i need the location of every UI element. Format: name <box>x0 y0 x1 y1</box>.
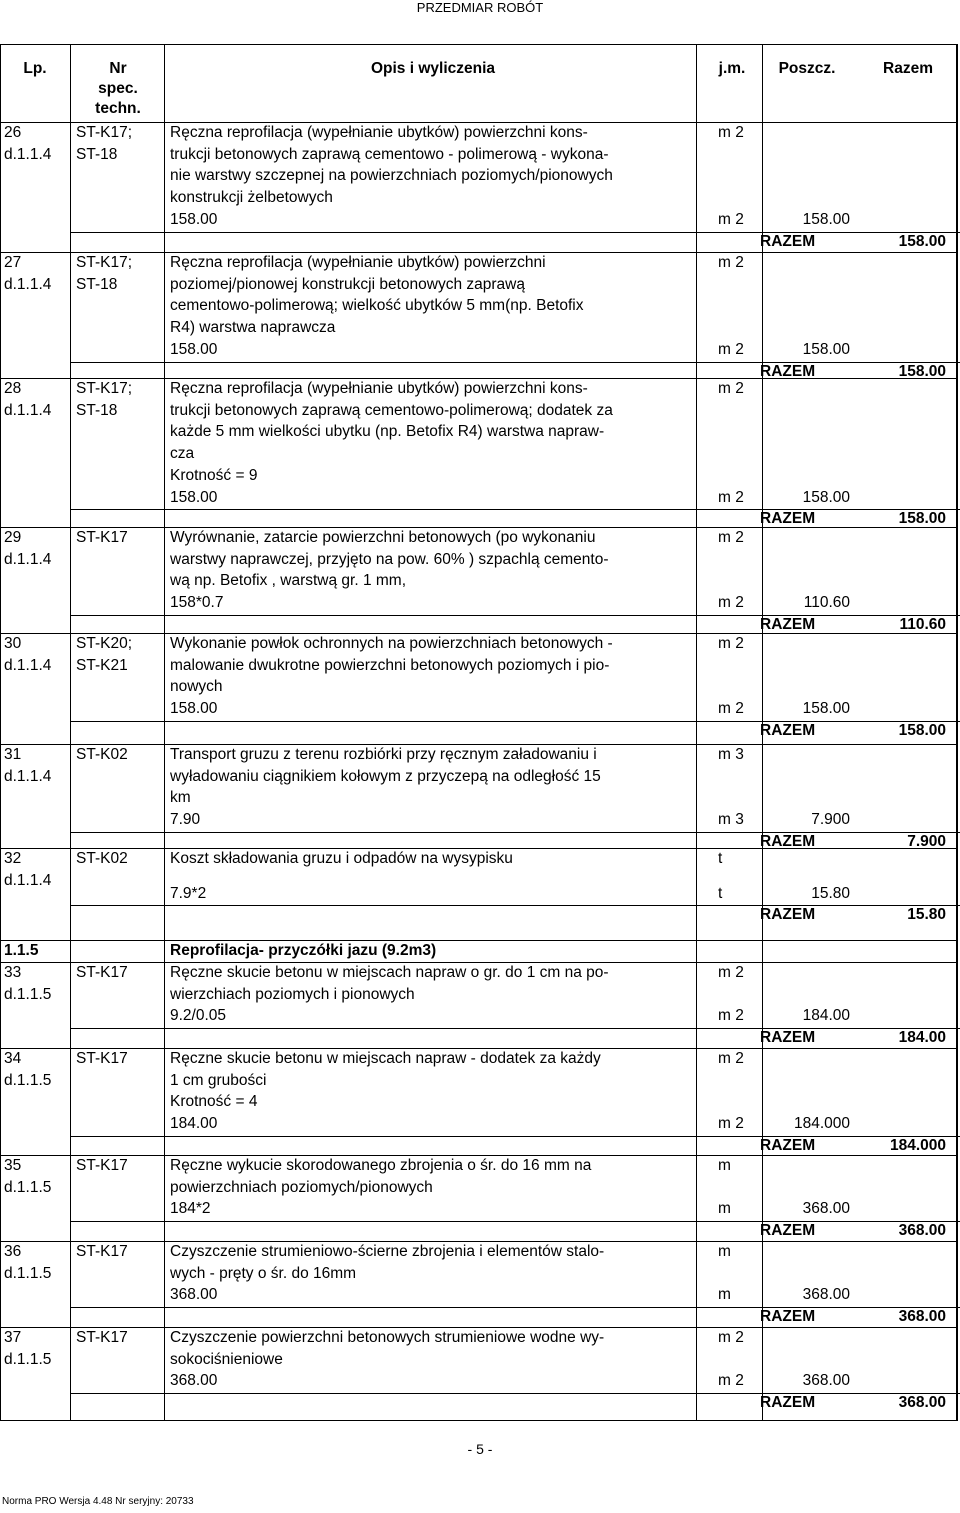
item-calc-unit: m <box>718 1286 731 1304</box>
section-divider-top <box>0 940 958 941</box>
page-number: - 5 - <box>467 1441 493 1457</box>
item-calc-unit: m 2 <box>718 210 744 228</box>
section-code: 1.1.5 <box>4 942 39 959</box>
item-razem: 368.00 <box>898 1394 946 1412</box>
item-calc: 158*0.7 <box>170 594 224 612</box>
item-calc: 158.00 <box>170 700 218 718</box>
item-lp: d.1.1.4 <box>4 145 52 163</box>
item-desc-line: Wyrównanie, zatarcie powierzchni betonowych (po wykonaniu <box>170 529 596 546</box>
item-desc-line: wyładowaniu ciągnikiem kołowym z przyczepą na odległość 15 <box>170 767 601 785</box>
item-calc-unit: t <box>718 884 723 902</box>
item-desc-line: trukcji betonowych zaprawą cementowo - polimerową - wykona- <box>170 145 609 163</box>
col-desc-header: Opis i wyliczenia <box>370 60 496 77</box>
item-calc: 158.00 <box>170 488 218 506</box>
item-poszcz: 158.00 <box>802 340 850 358</box>
item-unit: m 2 <box>718 964 744 981</box>
software-note: Norma PRO Wersja 4.48 Nr seryjny: 20733 <box>2 1496 194 1507</box>
row-inner-divider <box>70 362 960 363</box>
item-razem: 158.00 <box>898 721 946 739</box>
col-spec-header-1: Nr <box>109 60 127 77</box>
item-lp: d.1.1.4 <box>4 767 52 785</box>
item-razem: 158.00 <box>898 362 946 380</box>
section-divider-bottom <box>0 962 958 963</box>
item-lp: d.1.1.5 <box>4 1264 52 1282</box>
item-calc-unit: m 2 <box>718 1115 744 1133</box>
item-lp: 32 <box>4 850 22 867</box>
item-calc-unit: m 2 <box>718 594 744 612</box>
col-poszcz-header: Poszcz. <box>778 60 836 77</box>
row-divider <box>0 378 958 379</box>
item-desc-line: sokociśnieniowe <box>170 1350 283 1368</box>
item-unit: m 2 <box>718 635 744 652</box>
row-inner-divider <box>70 905 960 906</box>
item-unit: m 2 <box>718 124 744 141</box>
row-divider <box>0 1048 958 1049</box>
razem-label: RAZEM <box>760 906 816 924</box>
item-spec: ST-K20; <box>76 635 132 652</box>
col-razem-header: Razem <box>883 60 933 77</box>
row-inner-divider <box>70 1136 960 1137</box>
item-desc-line: Ręczna reprofilacja (wypełnianie ubytków) powierzchni <box>170 254 546 271</box>
row-divider <box>0 633 958 634</box>
column-divider <box>762 44 763 1421</box>
item-lp: d.1.1.4 <box>4 401 52 419</box>
item-razem: 184.00 <box>898 1029 946 1047</box>
item-desc-line: cementowo-polimerową; wielkość ubytków 5 mm(np. Betofix <box>170 297 584 315</box>
item-lp: 28 <box>4 380 22 397</box>
row-inner-divider <box>70 232 960 233</box>
item-spec: ST-K17 <box>76 1329 128 1346</box>
item-unit: m 2 <box>718 529 744 546</box>
column-divider <box>164 44 165 1421</box>
document-title: PRZEDMIAR ROBÓT <box>416 0 544 15</box>
item-razem: 184.000 <box>889 1136 946 1154</box>
item-spec: ST-K17 <box>76 1243 128 1260</box>
item-calc: 7.9*2 <box>170 884 207 902</box>
item-unit: t <box>718 850 723 867</box>
item-poszcz: 110.60 <box>803 594 850 612</box>
row-inner-divider <box>70 1221 960 1222</box>
row-inner-divider <box>70 832 960 833</box>
row-inner-divider <box>70 1307 960 1308</box>
item-lp: d.1.1.5 <box>4 985 52 1003</box>
col-lp-header: Lp. <box>23 60 47 77</box>
item-razem: 158.00 <box>898 232 946 250</box>
item-spec: ST-K02 <box>76 746 128 763</box>
item-desc-line: cza <box>170 445 195 463</box>
item-spec: ST-18 <box>76 401 118 419</box>
item-lp: 29 <box>4 529 22 546</box>
item-poszcz: 158.00 <box>802 700 850 718</box>
item-lp: d.1.1.4 <box>4 550 52 568</box>
item-calc: 368.00 <box>170 1372 218 1390</box>
item-unit: m <box>718 1243 731 1260</box>
row-divider <box>0 527 958 528</box>
row-divider <box>0 744 958 745</box>
row-inner-divider <box>70 509 960 510</box>
item-desc-line: warstwy naprawczej, przyjęto na pow. 60% ) szpachlą cemento- <box>170 550 609 568</box>
item-desc-line: nowych <box>170 678 223 696</box>
item-desc-line: konstrukcji żelbetowych <box>170 189 333 207</box>
item-razem: 368.00 <box>898 1222 946 1240</box>
item-spec: ST-K17 <box>76 529 128 546</box>
item-razem: 7.900 <box>907 832 946 850</box>
item-calc: 368.00 <box>170 1286 218 1304</box>
row-divider <box>0 1155 958 1156</box>
item-desc-line: km <box>170 789 191 807</box>
item-spec: ST-K17 <box>76 1157 128 1174</box>
item-desc-line: Ręczne wykucie skorodowanego zbrojenia o śr. do 16 mm na <box>170 1157 592 1174</box>
razem-label: RAZEM <box>760 721 816 739</box>
item-spec: ST-K17; <box>76 380 132 397</box>
item-razem: 110.60 <box>899 615 946 633</box>
row-inner-divider <box>70 721 960 722</box>
item-spec: ST-K21 <box>76 656 128 674</box>
razem-label: RAZEM <box>760 510 816 528</box>
item-desc-line: 1 cm grubości <box>170 1071 267 1089</box>
item-unit: m 3 <box>718 746 744 763</box>
item-desc-line: wych - pręty o śr. do 16mm <box>170 1264 357 1282</box>
item-calc-unit: m 2 <box>718 488 744 506</box>
item-lp: 31 <box>4 746 22 763</box>
item-desc-line: wą np. Betofix , warstwą gr. 1 mm, <box>170 572 407 590</box>
item-calc: 158.00 <box>170 340 218 358</box>
razem-label: RAZEM <box>760 1029 816 1047</box>
col-spec-header-2: spec. <box>98 80 138 97</box>
row-inner-divider <box>70 615 960 616</box>
item-spec: ST-K17; <box>76 254 132 271</box>
item-desc-line: Koszt składowania gruzu i odpadów na wysypisku <box>170 850 513 867</box>
razem-label: RAZEM <box>760 232 816 250</box>
item-desc-line: Ręczne skucie betonu w miejscach napraw o gr. do 1 cm na po- <box>170 964 609 981</box>
item-unit: m 2 <box>718 254 744 271</box>
item-desc-line: Wykonanie powłok ochronnych na powierzchniach betonowych - <box>170 635 613 652</box>
razem-label: RAZEM <box>760 1222 816 1240</box>
item-desc-line: Ręczna reprofilacja (wypełnianie ubytków) powierzchni kons- <box>170 124 588 141</box>
section-title: Reprofilacja- przyczółki jazu (9.2m3) <box>170 942 437 959</box>
item-desc-line: powierzchniach poziomych/pionowych <box>170 1178 433 1196</box>
item-calc-unit: m 2 <box>718 700 744 718</box>
item-desc-line: nie warstwy szczepnej na powierzchniach poziomych/pionowych <box>170 167 613 185</box>
item-desc-line: R4) warstwa naprawcza <box>170 319 336 337</box>
item-poszcz: 158.00 <box>802 488 850 506</box>
row-divider <box>0 1327 958 1328</box>
item-desc-line: Ręczne skucie betonu w miejscach napraw - dodatek za każdy <box>170 1050 601 1067</box>
item-poszcz: 368.00 <box>802 1200 850 1218</box>
item-razem: 158.00 <box>898 510 946 528</box>
item-spec: ST-18 <box>76 145 118 163</box>
item-lp: 33 <box>4 964 22 981</box>
item-calc-unit: m 3 <box>718 811 744 829</box>
item-lp: 26 <box>4 124 22 141</box>
item-desc-line: poziomej/pionowej konstrukcji betonowych zaprawą <box>170 275 525 293</box>
item-lp: d.1.1.4 <box>4 871 52 889</box>
item-desc-line: Krotność = 9 <box>170 466 258 484</box>
item-lp: d.1.1.5 <box>4 1071 52 1089</box>
column-divider <box>70 44 71 1421</box>
item-poszcz: 368.00 <box>802 1286 850 1304</box>
item-lp: 27 <box>4 254 22 271</box>
item-lp: d.1.1.5 <box>4 1350 52 1368</box>
item-razem: 368.00 <box>898 1308 946 1326</box>
item-lp: d.1.1.5 <box>4 1178 52 1196</box>
razem-label: RAZEM <box>760 1308 816 1326</box>
item-unit: m 2 <box>718 380 744 397</box>
row-divider <box>0 848 958 849</box>
item-calc-unit: m 2 <box>718 1007 744 1025</box>
item-calc: 9.2/0.05 <box>170 1007 227 1025</box>
row-inner-divider <box>70 1393 960 1394</box>
razem-label: RAZEM <box>760 1394 816 1412</box>
item-calc-unit: m 2 <box>718 340 744 358</box>
item-desc-line: Ręczna reprofilacja (wypełnianie ubytków) powierzchni kons- <box>170 380 588 397</box>
item-unit: m 2 <box>718 1329 744 1346</box>
item-lp: d.1.1.4 <box>4 275 52 293</box>
item-calc-unit: m 2 <box>718 1372 744 1390</box>
item-poszcz: 184.000 <box>793 1115 850 1133</box>
item-desc-line: wierzchiach poziomych i pionowych <box>170 985 415 1003</box>
item-lp: 37 <box>4 1329 22 1346</box>
header-divider <box>0 122 958 123</box>
item-calc: 184.00 <box>170 1115 218 1133</box>
item-spec: ST-K17; <box>76 124 132 141</box>
item-lp: 30 <box>4 635 22 652</box>
item-poszcz: 158.00 <box>802 210 850 228</box>
item-lp: 34 <box>4 1050 22 1067</box>
row-inner-divider <box>70 1028 960 1029</box>
item-spec: ST-K17 <box>76 1050 128 1067</box>
item-poszcz: 184.00 <box>802 1007 850 1025</box>
item-unit: m 2 <box>718 1050 744 1067</box>
item-calc: 184*2 <box>170 1200 211 1218</box>
item-calc-unit: m <box>718 1200 731 1218</box>
item-poszcz: 7.900 <box>811 811 850 829</box>
razem-label: RAZEM <box>760 362 816 380</box>
item-poszcz: 15.80 <box>811 884 850 902</box>
item-desc-line: Czyszczenie powierzchni betonowych strumieniowe wodne wy- <box>170 1329 605 1346</box>
item-desc-line: Czyszczenie strumieniowo-ścierne zbrojenia i elementów stalo- <box>170 1243 605 1260</box>
item-spec: ST-18 <box>76 275 118 293</box>
col-spec-header-3: techn. <box>95 100 141 117</box>
row-divider <box>0 252 958 253</box>
item-razem: 15.80 <box>907 906 946 924</box>
item-desc-line: każde 5 mm wielkości ubytku (np. Betofix R4) warstwa napraw- <box>170 423 605 441</box>
item-desc-line: Krotność = 4 <box>170 1093 258 1111</box>
item-calc: 7.90 <box>170 811 201 829</box>
item-desc-line: trukcji betonowych zaprawą cementowo-polimerową; dodatek za <box>170 401 613 419</box>
razem-label: RAZEM <box>760 1136 816 1154</box>
item-desc-line: malowanie dwukrotne powierzchni betonowych poziomych i pio- <box>170 656 610 674</box>
item-desc-line: Transport gruzu z terenu rozbiórki przy ręcznym załadowaniu i <box>170 746 597 763</box>
item-spec: ST-K17 <box>76 964 128 981</box>
item-lp: d.1.1.4 <box>4 656 52 674</box>
item-calc: 158.00 <box>170 210 218 228</box>
item-poszcz: 368.00 <box>802 1372 850 1390</box>
item-lp: 35 <box>4 1157 22 1174</box>
item-lp: 36 <box>4 1243 22 1260</box>
item-spec: ST-K02 <box>76 850 128 867</box>
razem-label: RAZEM <box>760 832 816 850</box>
row-divider <box>0 1241 958 1242</box>
item-unit: m <box>718 1157 731 1174</box>
col-unit-header: j.m. <box>718 60 746 77</box>
column-divider <box>696 44 697 1421</box>
razem-label: RAZEM <box>760 615 816 633</box>
